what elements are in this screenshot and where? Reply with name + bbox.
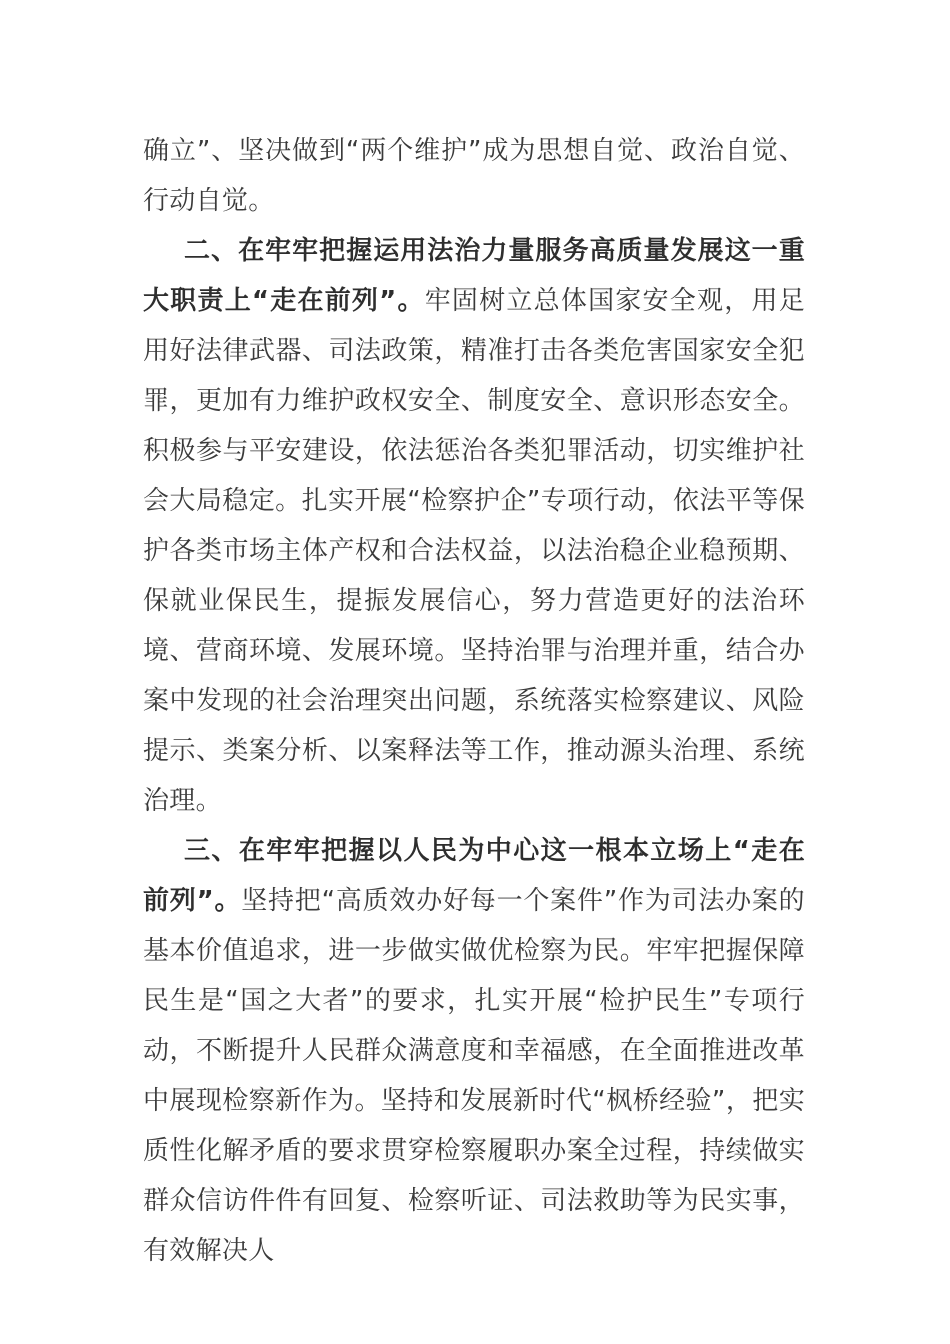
section-three-text: 坚持把“高质效办好每一个案件”作为司法办案的基本价值追求，进一步做实做优检察为民。牢牢把握保障民生是“国之大者”的要求，扎实开展“检护民生”专项行动，不断提升人民群众满意度和幸福感，在全面推进改革中展现检察新作为。坚持和发展新时代“枫桥经验”，把实质性化解矛盾的要求贯穿检察履职办案全过程，持续做实群众信访件件有回复、检察听证、司法救助等为民实事，有效解决人 [143, 886, 805, 1266]
paragraph-continued [143, 126, 805, 226]
paragraph-text: 确立”、坚决做到“两个维护”成为思想自觉、政治自觉、行动自觉。 [143, 136, 805, 216]
section-two-heading: 二、在牢牢把握运用法治力量服务高质量发展这一重大职责上“走在前列”。 [143, 236, 805, 316]
section-two-text: 牢固树立总体国家安全观，用足用好法律武器、司法政策，精准打击各类危害国家安全犯罪，更加有力维护政权安全、制度安全、意识形态安全。积极参与平安建设，依法惩治各类犯罪活动，切实维护社会大局稳定。扎实开展“检察护企”专项行动，依法平等保护各类市场主体产权和合法权益，以法治稳企业稳预期、保就业保民生，提振发展信心，努力营造更好的法治环境、营商环境、发展环境。坚持治罪与治理并重，结合办案中发现的社会治理突出问题，系统落实检察建议、风险提示、类案分析、以案释法等工作，推动源头治理、系统治理。 [143, 286, 805, 816]
document-body [143, 126, 805, 1276]
paragraph-section-three [143, 826, 805, 1276]
paragraph-section-two [143, 226, 805, 826]
section-three-heading: 三、在牢牢把握以人民为中心这一根本立场上“走在前列”。 [143, 836, 805, 916]
